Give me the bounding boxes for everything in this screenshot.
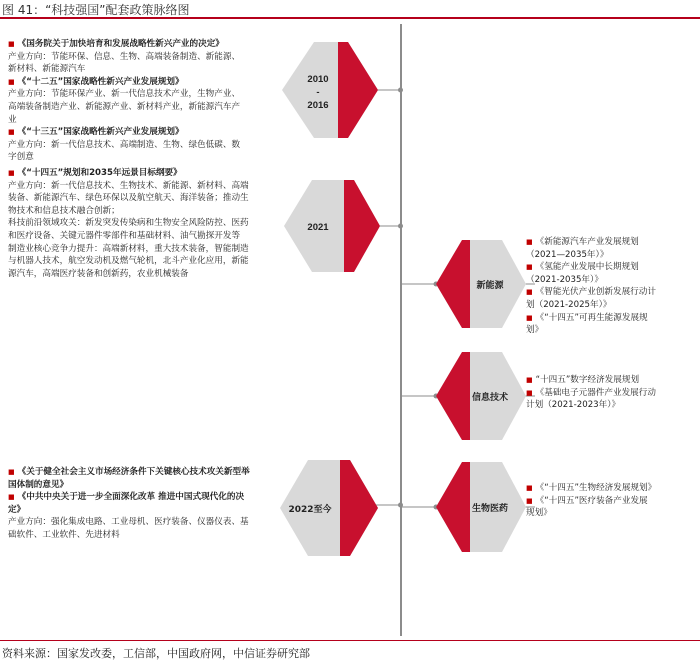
policy-text-line xyxy=(8,51,278,64)
line-text: 制造业核心竞争力提升：高端新材料，重大技术装备，智能制造 xyxy=(8,243,249,254)
bullet-square-icon: ■ xyxy=(526,263,533,272)
policy-block-2021 xyxy=(8,167,284,280)
line-text: 产业方向：节能环保、信息、生物、高端装备制造、新能源、 xyxy=(8,51,241,62)
policy-block-2022 xyxy=(8,466,280,542)
line-text: 产业方向：新一代信息技术、高端制造、生物、绿色低碳、数 xyxy=(8,139,241,150)
policy-text-line xyxy=(526,249,698,262)
policy-text-line xyxy=(8,151,278,164)
policy-text-line xyxy=(8,88,278,101)
line-text: 物技术和信息技术融合创新； xyxy=(8,205,120,216)
biomed-policies xyxy=(526,482,698,520)
policy-title-line xyxy=(526,261,698,274)
sector-hexagon-biomed xyxy=(436,462,526,552)
bullet-square-icon: ■ xyxy=(526,313,533,322)
bullet-square-icon: ■ xyxy=(8,169,15,177)
bullet-square-icon: ■ xyxy=(526,496,533,505)
timeline-dot xyxy=(398,224,403,229)
year-label: 2021 xyxy=(307,222,329,233)
policy-text-line xyxy=(526,299,698,312)
year-label: 2010 xyxy=(307,74,329,85)
policy-title-line xyxy=(526,387,698,400)
sector-label: 新能源 xyxy=(476,281,504,291)
timeline-dot xyxy=(398,88,403,93)
line-text: 划》 xyxy=(526,325,544,336)
line-text: 《国务院关于加快培育和发展战略性新兴产业的决定》 xyxy=(17,39,224,49)
bullet-square-icon: ■ xyxy=(526,376,533,384)
bullet-square-icon: ■ xyxy=(8,40,15,48)
sector-hexagon-new-energy xyxy=(436,240,526,328)
line-text: 科技前沿领域攻关：新发突发传染病和生物安全风险防控、医药 xyxy=(8,218,249,229)
sector-label: 信息技术 xyxy=(471,393,509,403)
line-text: 和医疗设备、关键元器件零部件和基础材料、油气勘探开发等 xyxy=(8,230,241,241)
line-text: 《“十四五”可再生能源发展规 xyxy=(535,312,648,323)
policy-text-line xyxy=(8,479,280,492)
line-text: 业 xyxy=(8,114,17,125)
policy-text-line xyxy=(8,243,284,256)
policy-text-line xyxy=(8,205,284,218)
policy-text-line xyxy=(8,63,278,76)
line-text: 产业方向：节能环保产业、新一代信息技术产业，生物产业、 xyxy=(8,89,241,100)
line-text: 《基础电子元器件产业发展行动 xyxy=(535,387,656,398)
line-text: 字创意 xyxy=(8,152,34,163)
policy-text-line xyxy=(8,101,278,114)
year-hexagon-2010-2016 xyxy=(282,42,378,138)
line-text: 《“十四五”生物经济发展规划》 xyxy=(535,483,657,493)
line-text: 产业方向：强化集成电路、工业母机、医疗装备、仪器仪表、基 xyxy=(8,517,249,528)
bottom-rule xyxy=(0,640,700,641)
policy-text-line xyxy=(526,324,698,337)
line-text: 新材料、新能源汽车 xyxy=(8,64,86,75)
bullet-square-icon: ■ xyxy=(526,238,533,246)
timeline-dot xyxy=(398,503,403,508)
line-text: 《氢能产业发展中长期规划 xyxy=(535,262,639,273)
line-text: 《智能光伏产业创新发展行动计 xyxy=(535,287,656,298)
line-text: 高端装备制造产业、新能源产业、新材料产业，新能源汽车产 xyxy=(8,101,241,112)
line-text: 产业方向：新一代信息技术、生物技术、新能源、新材料、高端 xyxy=(8,180,249,191)
policy-text-line xyxy=(8,192,284,205)
bullet-square-icon: ■ xyxy=(8,77,15,86)
policy-title-line xyxy=(8,126,278,139)
policy-title-line xyxy=(526,495,698,508)
bullet-square-icon: ■ xyxy=(526,388,533,397)
year-label: 2016 xyxy=(307,100,329,111)
year-hexagon-2021 xyxy=(284,180,380,272)
policy-text-line xyxy=(8,139,278,152)
policy-text-line xyxy=(8,180,284,193)
policy-title-line xyxy=(8,466,280,479)
line-text: 国体制的意见》 xyxy=(8,479,69,490)
line-text: 础软件、工业软件、先进材料 xyxy=(8,529,120,540)
policy-text-line xyxy=(8,217,284,230)
line-text: “十四五”数字经济发展规划 xyxy=(535,375,640,385)
policy-text-line xyxy=(526,507,698,520)
line-text: 《关于健全社会主义市场经济条件下关键核心技术攻关新型举 xyxy=(17,467,250,477)
line-text: 规划》 xyxy=(526,508,552,519)
year-label: - xyxy=(316,87,320,98)
policy-text-line xyxy=(8,230,284,243)
policy-title-line xyxy=(526,286,698,299)
line-text: 划（2021-2025年）》 xyxy=(526,299,612,310)
line-text: 《新能源汽车产业发展规划 xyxy=(535,237,639,247)
bullet-square-icon: ■ xyxy=(526,484,533,492)
policy-text-line xyxy=(526,274,698,287)
policy-title-line xyxy=(8,38,278,51)
line-text: （2021—2035年）》 xyxy=(526,249,609,260)
policy-title-line xyxy=(8,76,278,89)
line-text: 定》 xyxy=(8,504,26,515)
bullet-square-icon: ■ xyxy=(526,288,533,297)
new-energy-policies xyxy=(526,236,698,337)
year-hexagon-2022 xyxy=(280,460,378,556)
sector-label: 生物医药 xyxy=(471,504,509,514)
bullet-square-icon: ■ xyxy=(8,128,15,137)
line-text: 源汽车，高端医疗装备和创新药，农业机械装备 xyxy=(8,268,189,279)
line-text: 与机器人技术，航空发动机及燃气轮机，北斗产业化应用，新能 xyxy=(8,256,249,267)
line-text: 装备、新能源汽车、绿色环保以及航空航天、海洋装备；推动生 xyxy=(8,193,249,204)
source-note: 资料来源：国家发改委，工信部，中国政府网，中信证券研究部 xyxy=(2,647,310,660)
line-text: 《“十二五”国家战略性新兴产业发展规划》 xyxy=(17,76,184,87)
year-label: 2022至今 xyxy=(288,505,332,515)
info-tech-policies xyxy=(526,374,698,412)
policy-text-line xyxy=(526,399,698,412)
policy-title-line xyxy=(526,312,698,325)
policy-text-line xyxy=(8,268,284,281)
bullet-square-icon: ■ xyxy=(8,493,15,502)
policy-text-line xyxy=(8,114,278,127)
policy-title-line xyxy=(526,482,698,495)
figure-title: 图 41：“科技强国”配套政策脉络图 xyxy=(2,3,190,17)
policy-text-line xyxy=(8,504,280,517)
policy-title-line xyxy=(526,374,698,387)
policy-title-line xyxy=(8,167,284,180)
line-text: 《“十四五”规划和2035年远景目标纲要》 xyxy=(17,168,182,178)
policy-title-line xyxy=(526,236,698,249)
bullet-square-icon: ■ xyxy=(8,468,15,476)
policy-text-line xyxy=(8,529,280,542)
line-text: 《“十四五”医疗装备产业发展 xyxy=(535,495,648,506)
line-text: 计划（2021-2023年）》 xyxy=(526,400,621,411)
policy-text-line xyxy=(8,516,280,529)
sector-hexagon-info-tech xyxy=(436,352,526,440)
line-text: 《“十三五”国家战略性新兴产业发展规划》 xyxy=(17,127,184,138)
policy-title-line xyxy=(8,491,280,504)
line-text: （2021-2035年）》 xyxy=(526,274,603,285)
policy-block-2010-2016 xyxy=(8,38,278,164)
policy-text-line xyxy=(8,255,284,268)
line-text: 《中共中央关于进一步全面深化改革 推进中国式现代化的决 xyxy=(17,492,245,503)
